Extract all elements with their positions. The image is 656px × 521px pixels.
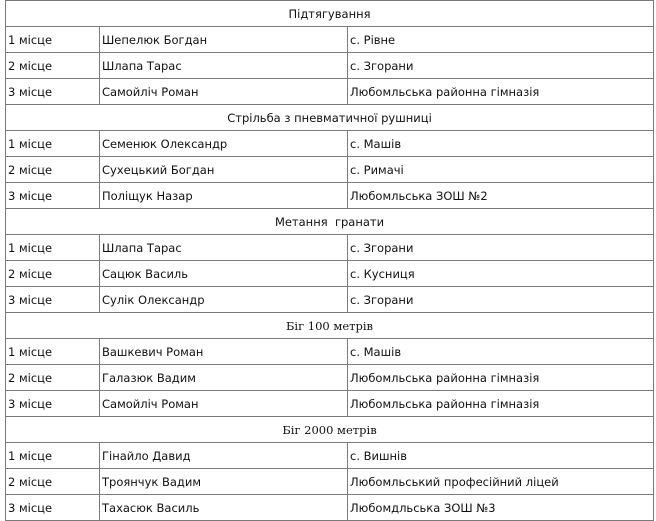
section-title: Підтягування	[6, 1, 654, 27]
place-cell: 3 місце	[6, 495, 100, 521]
name-cell: Тахасюк Василь	[100, 495, 348, 521]
school-cell: Любомльський професійний ліцей	[348, 469, 654, 495]
place-cell: 3 місце	[6, 391, 100, 417]
table-row	[6, 157, 654, 183]
name-cell: Самойліч Роман	[100, 79, 348, 105]
name-cell: Сацюк Василь	[100, 261, 348, 287]
table-row	[6, 339, 654, 365]
table-row	[6, 391, 654, 417]
place-cell: 1 місце	[6, 339, 100, 365]
place-cell: 2 місце	[6, 261, 100, 287]
section-header-row	[6, 417, 654, 443]
name-cell: Сухецький Богдан	[100, 157, 348, 183]
place-cell: 2 місце	[6, 365, 100, 391]
table-row	[6, 27, 654, 53]
name-cell: Троянчук Вадим	[100, 469, 348, 495]
school-cell: с. Рівне	[348, 27, 654, 53]
school-cell: с. Римачі	[348, 157, 654, 183]
table-row	[6, 53, 654, 79]
name-cell: Самойліч Роман	[100, 391, 348, 417]
results-table	[5, 0, 654, 521]
school-cell: Любомдльська ЗОШ №3	[348, 495, 654, 521]
place-cell: 2 місце	[6, 53, 100, 79]
school-cell: с. Кусниця	[348, 261, 654, 287]
place-cell: 1 місце	[6, 131, 100, 157]
section-header-row	[6, 209, 654, 235]
place-cell: 3 місце	[6, 79, 100, 105]
table-row	[6, 287, 654, 313]
place-cell: 3 місце	[6, 287, 100, 313]
name-cell: Поліщук Назар	[100, 183, 348, 209]
section-title: Стрільба з пневматичної рушниці	[6, 105, 654, 131]
name-cell: Галазюк Вадим	[100, 365, 348, 391]
section-header-row	[6, 313, 654, 339]
name-cell: Семенюк Олександр	[100, 131, 348, 157]
school-cell: с. Згорани	[348, 235, 654, 261]
table-row	[6, 131, 654, 157]
name-cell: Гінайло Давид	[100, 443, 348, 469]
table-row	[6, 495, 654, 521]
section-header-row	[6, 1, 654, 27]
name-cell: Сулік Олександр	[100, 287, 348, 313]
table-row	[6, 365, 654, 391]
table-row	[6, 443, 654, 469]
table-row	[6, 261, 654, 287]
section-title: Біг 100 метрів	[6, 313, 654, 339]
place-cell: 1 місце	[6, 235, 100, 261]
place-cell: 3 місце	[6, 183, 100, 209]
school-cell: Любомльська районна гімназія	[348, 79, 654, 105]
school-cell: Любомльська ЗОШ №2	[348, 183, 654, 209]
table-row	[6, 79, 654, 105]
place-cell: 2 місце	[6, 157, 100, 183]
place-cell: 1 місце	[6, 443, 100, 469]
place-cell: 2 місце	[6, 469, 100, 495]
school-cell: с. Згорани	[348, 287, 654, 313]
name-cell: Шлапа Тарас	[100, 235, 348, 261]
school-cell: с. Машів	[348, 339, 654, 365]
school-cell: с. Вишнів	[348, 443, 654, 469]
name-cell: Вашкевич Роман	[100, 339, 348, 365]
place-cell: 1 місце	[6, 27, 100, 53]
table-row	[6, 469, 654, 495]
section-title: Біг 2000 метрів	[6, 417, 654, 443]
name-cell: Шлапа Тарас	[100, 53, 348, 79]
school-cell: с. Згорани	[348, 53, 654, 79]
section-title: Метання гранати	[6, 209, 654, 235]
table-row	[6, 183, 654, 209]
name-cell: Шепелюк Богдан	[100, 27, 348, 53]
table-row	[6, 235, 654, 261]
school-cell: Любомльська районна гімназія	[348, 391, 654, 417]
school-cell: с. Машів	[348, 131, 654, 157]
section-header-row	[6, 105, 654, 131]
school-cell: Любомльська районна гімназія	[348, 365, 654, 391]
